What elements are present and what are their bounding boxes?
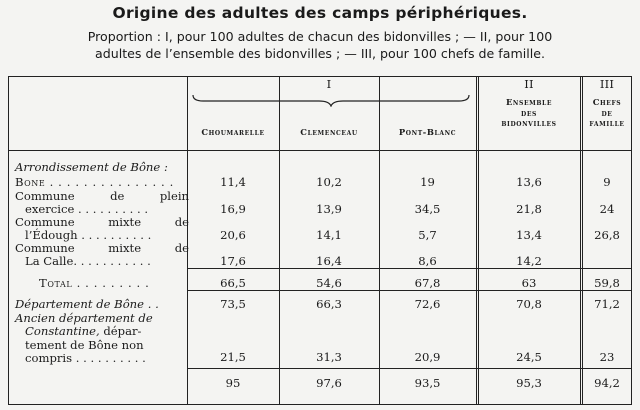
- header-rule: [9, 150, 631, 151]
- table-cell: 94,2: [594, 376, 620, 390]
- caption-line-1: Proportion : I, pour 100 adultes de chacun des bidonvilles ; — II, pour 100: [87, 29, 553, 44]
- table-cell: 24: [599, 202, 615, 216]
- table-cell: 31,3: [316, 350, 342, 364]
- col-ensemble-line: Ensemble: [505, 97, 553, 107]
- table-cell: 20,9: [414, 350, 441, 364]
- col-choumarelle: Choumarelle: [201, 127, 265, 137]
- row-label-total: Total . . . . . . . . .: [39, 276, 150, 290]
- group-II-heading: II: [524, 77, 534, 91]
- table-cell: 19: [420, 175, 435, 189]
- table-cell: 17,6: [220, 254, 246, 268]
- origin-table: [8, 76, 632, 405]
- page-title: Origine des adultes des camps périphériques.: [112, 4, 528, 22]
- table-cell: 97,6: [316, 376, 342, 390]
- row-label-line: La Calle. . . . . . . . . . .: [25, 254, 151, 269]
- table-cell: 16,9: [220, 202, 246, 216]
- col-ensemble: [478, 97, 580, 129]
- col-chefs-line: Chefs: [592, 97, 622, 107]
- row-label-bone: Bone . . . . . . . . . . . . . . .: [15, 175, 174, 189]
- col-chefs-line: famille: [589, 118, 625, 128]
- group-brace: [191, 93, 471, 107]
- table-cell: 9: [603, 175, 611, 189]
- table-cell: 20,6: [220, 228, 246, 242]
- col-pont-blanc: Pont-Blanc: [398, 127, 457, 137]
- total-rule: [187, 268, 631, 269]
- group-I-heading: I: [326, 77, 332, 91]
- row-label-calle: [15, 242, 189, 269]
- caption-line-2: adultes de l’ensemble des bidonvilles ; — III, pour 100 chefs de famille.: [95, 46, 545, 61]
- table-cell: 26,8: [594, 228, 620, 242]
- table-cell: 72,6: [414, 297, 441, 311]
- table-cell: 34,5: [414, 202, 441, 216]
- table-caption: [18, 28, 622, 62]
- table-cell: 67,8: [414, 276, 441, 290]
- row-label-line: Commune mixte de: [15, 215, 189, 229]
- col-chefs-line: de: [601, 107, 613, 118]
- row-label-line: [15, 325, 189, 338]
- table-cell: 13,4: [516, 228, 542, 242]
- table-cell: 24,5: [516, 350, 542, 364]
- table-cell: 5,7: [418, 228, 437, 242]
- table-cell: 11,4: [220, 175, 246, 189]
- table-cell: 93,5: [414, 376, 441, 390]
- table-cell: 14,1: [316, 228, 342, 242]
- col-ensemble-line: bidonvilles: [501, 118, 557, 128]
- row-label-edough: [15, 216, 189, 243]
- total-rule: [187, 290, 631, 291]
- row-label-ancien: [15, 312, 189, 366]
- row-label-part: Constantine,: [25, 324, 100, 339]
- table-cell: 63: [521, 276, 537, 290]
- col-ensemble-line: des: [521, 107, 537, 118]
- table-cell: 54,6: [316, 276, 342, 290]
- row-label-line: l’Édough . . . . . . . . . .: [25, 228, 152, 243]
- row-label-line: Commune de plein: [15, 189, 189, 203]
- table-cell: 66,3: [316, 297, 342, 311]
- row-label-part: dépar-: [99, 324, 142, 339]
- table-cell: 16,4: [316, 254, 342, 268]
- table-cell: 95,3: [516, 376, 542, 390]
- col-chefs: [582, 97, 632, 129]
- row-label-line: tement de Bône non: [25, 337, 144, 352]
- table-cell: 95: [225, 376, 241, 390]
- row-label-line: compris . . . . . . . . . .: [25, 351, 146, 366]
- table-cell: 66,5: [220, 276, 246, 290]
- table-cell: 13,6: [516, 175, 542, 189]
- row-label-line: Commune mixte de: [15, 241, 189, 255]
- table-cell: 10,2: [316, 175, 342, 189]
- group-III-heading: III: [599, 77, 615, 91]
- table-cell: 8,6: [418, 254, 437, 268]
- table-cell: 73,5: [220, 297, 246, 311]
- table-cell: 71,2: [594, 297, 620, 311]
- table-cell: 59,8: [594, 276, 620, 290]
- table-cell: 70,8: [516, 297, 542, 311]
- table-cell: 21,5: [220, 350, 246, 364]
- row-label-dep-bone: Département de Bône . .: [15, 297, 159, 311]
- table-cell: 14,2: [516, 254, 542, 268]
- grand-total-rule: [187, 368, 631, 369]
- table-cell: 13,9: [316, 202, 342, 216]
- row-label-plein: [15, 190, 189, 217]
- col-clemenceau: Clemenceau: [300, 127, 358, 137]
- table-cell: 23: [599, 350, 615, 364]
- row-label-line: Ancien département de: [15, 311, 153, 325]
- section-arrondissement: Arrondissement de Bône :: [15, 160, 168, 174]
- table-cell: 21,8: [516, 202, 542, 216]
- row-label-line: exercice . . . . . . . . . .: [25, 202, 149, 217]
